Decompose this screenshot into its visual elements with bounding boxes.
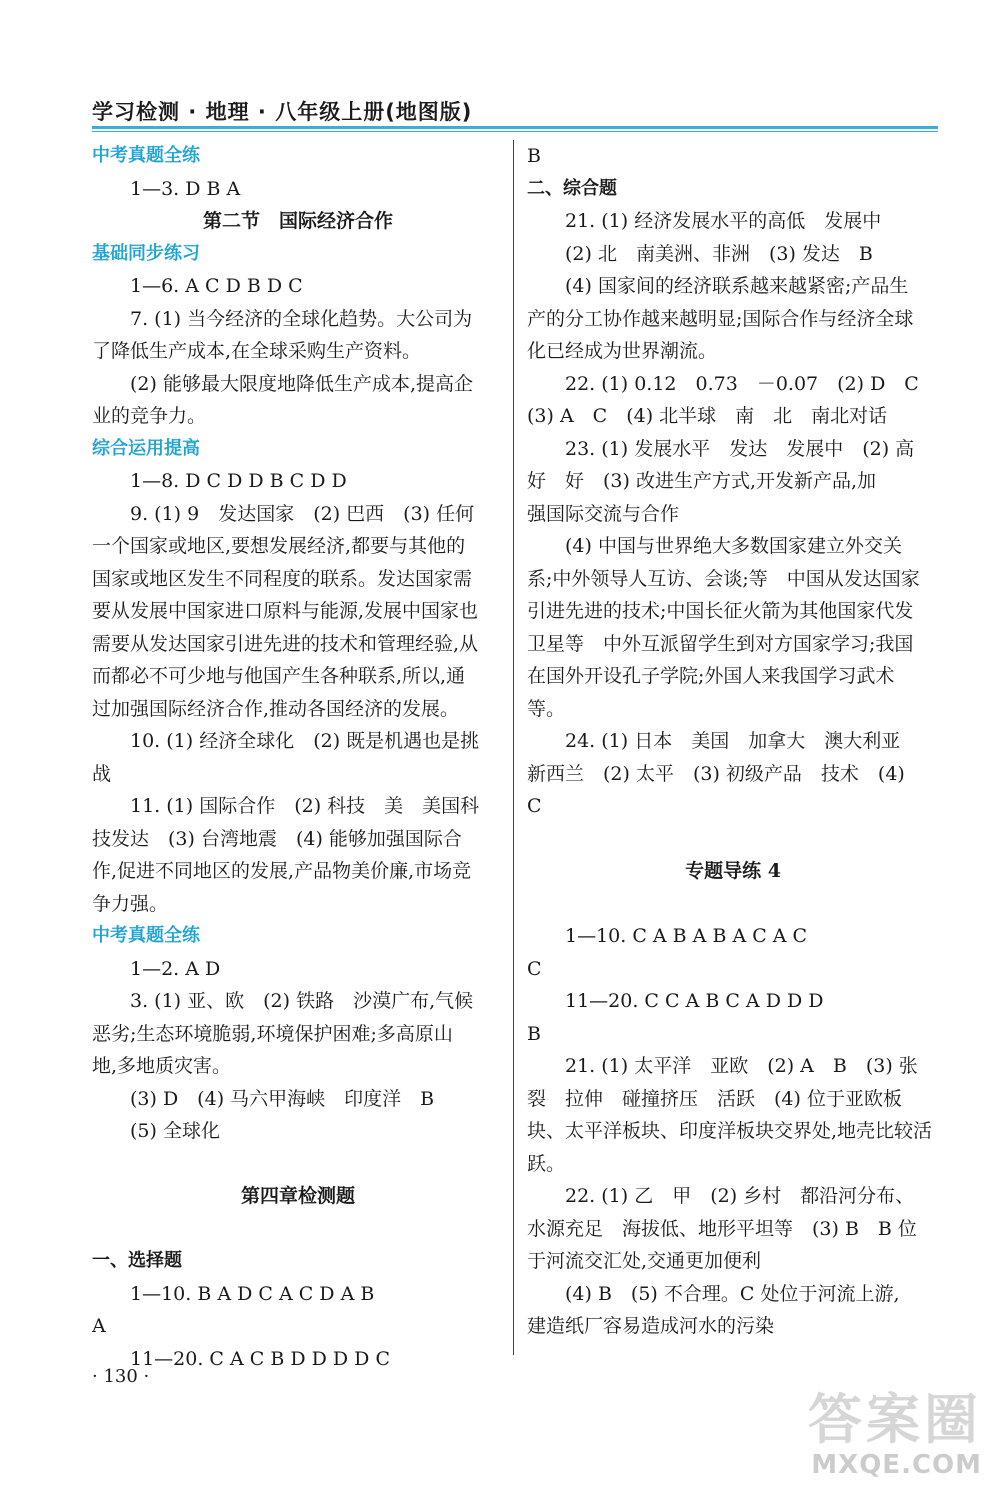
chapter-title: 专题导练 4	[685, 860, 781, 882]
spacer	[92, 1213, 504, 1246]
answer-line: 过加强国际经济合作,推动各国经济的发展。	[92, 697, 460, 720]
answer-line: 24. (1) 日本 美国 加拿大 澳大利亚	[565, 730, 901, 752]
answer-line: 23. (1) 发展水平 发达 发展中 (2) 高	[565, 437, 915, 460]
answer-line: C	[527, 957, 542, 980]
answer-line: 水源充足 海拔低、地形平坦等 (3) B B 位	[527, 1217, 917, 1240]
page-number: · 130 ·	[92, 1366, 150, 1387]
answer-line: 11. (1) 国际合作 (2) 科技 美 美国科	[130, 795, 480, 817]
answer-line: 22. (1) 0.12 0.73 －0.07 (2) D C	[565, 372, 919, 395]
header-rule-thin	[92, 131, 938, 132]
answer-line: 了降低生产成本,在全球采购生产资料。	[92, 340, 422, 362]
answer-line: 等。	[527, 697, 566, 720]
header-rule-thick	[92, 126, 938, 129]
answer-line: 引进先进的技术;中国长征火箭为其他国家代发	[527, 600, 914, 622]
answer-line: 建造纸厂容易造成河水的污染	[527, 1315, 775, 1337]
answer-line: 21. (1) 太平洋 亚欧 (2) A B (3) 张	[565, 1055, 918, 1077]
chapter-title: 第四章检测题	[240, 1185, 355, 1207]
answer-line: 产的分工协作越来越明显;国际合作与经济全球	[527, 307, 914, 330]
answer-line: (4) 国家间的经济联系越来越紧密;产品生	[565, 275, 909, 297]
answer-line: 业的竞争力。	[92, 405, 207, 427]
answer-line: 化已经成为世界潮流。	[527, 340, 718, 362]
answer-line: 22. (1) 乙 甲 (2) 乡村 都沿河分布、	[565, 1185, 915, 1207]
running-header: 学习检测 · 地理 · 八年级上册(地图版)	[92, 100, 473, 124]
column-divider	[513, 140, 514, 1355]
section-heading: 中考真题全练	[92, 145, 200, 166]
answer-line: (2) 北 南美洲、非洲 (3) 发达 B	[565, 242, 873, 265]
answer-line: C	[527, 795, 542, 817]
answer-line: (3) A C (4) 北半球 南 北 南北对话	[527, 405, 888, 427]
answer-line: (5) 全球化	[130, 1120, 220, 1142]
spacer	[92, 1148, 504, 1181]
subsection-heading: 一、选择题	[92, 1250, 182, 1271]
watermark-url: MXQE.COM	[811, 1450, 982, 1480]
answer-line: 技发达 (3) 台湾地震 (4) 能够加强国际合	[92, 827, 462, 850]
answer-line: 1—3. D B A	[130, 177, 241, 200]
answer-line: 11—20. C A C B D D D D C	[130, 1347, 390, 1370]
answer-line: 跃。	[527, 1152, 566, 1175]
answer-line: 作,促进不同地区的发展,产品物美价廉,市场竞	[92, 860, 472, 882]
answer-line: 强国际交流与合作	[527, 502, 680, 525]
answer-line: 10. (1) 经济全球化 (2) 既是机遇也是挑	[130, 730, 480, 752]
answer-line: (3) D (4) 马六甲海峡 印度洋 B	[130, 1087, 435, 1110]
answer-line: (4) B (5) 不合理。C 处位于河流上游,	[565, 1282, 900, 1305]
answer-line: 需要从发达国家引进先进的技术和管理经验,从	[92, 632, 479, 655]
answer-line: 国家或地区发生不同程度的联系。发达国家需	[92, 567, 473, 590]
answer-line: 一个国家或地区,要想发展经济,都要与其他的	[92, 535, 466, 557]
answer-line: 块、太平洋板块、印度洋板块交界处,地壳比较活	[527, 1120, 933, 1142]
answer-line: 1—10. B A D C A C D A B	[130, 1282, 375, 1305]
answer-line: 7. (1) 当今经济的全球化趋势。大公司为	[130, 307, 473, 330]
answer-line: B	[527, 1022, 541, 1045]
answer-line: 裂 拉伸 碰撞挤压 活跃 (4) 位于亚欧板	[527, 1087, 902, 1110]
answer-line: 11—20. C C A B C A D D D	[565, 990, 824, 1012]
left-column	[92, 140, 504, 1375]
answer-line: 争力强。	[92, 892, 169, 915]
watermark-logo	[808, 1390, 982, 1480]
section-heading: 综合运用提高	[92, 437, 200, 459]
spacer	[527, 888, 939, 921]
answer-line: 1—6. A C D B D C	[130, 275, 303, 297]
answer-line: 21. (1) 经济发展水平的高低 发展中	[565, 210, 882, 232]
spacer	[527, 823, 939, 856]
answer-line: 地,多地质灾害。	[92, 1055, 232, 1077]
answer-line: 1—10. C A B A B A C A C	[565, 925, 808, 947]
watermark-cn: 答案圈	[808, 1388, 982, 1451]
answer-line: 卫星等 中外互派留学生到对方国家学习;我国	[527, 632, 914, 655]
answer-line: 于河流交汇处,交通更加便利	[527, 1250, 762, 1272]
right-column	[527, 140, 939, 1343]
chapter-title: 第二节 国际经济合作	[202, 210, 393, 232]
answer-line: 要从发展中国家进口原料与能源,发展中国家也	[92, 600, 479, 622]
answer-line: 在国外开设孔子学院;外国人来我国学习武术	[527, 665, 895, 687]
answer-line: 恶劣;生态环境脆弱,环境保护困难;多高原山	[92, 1022, 453, 1045]
section-heading: 基础同步练习	[92, 242, 200, 264]
answer-line: 系;中外领导人互访、会谈;等 中国从发达国家	[527, 567, 920, 590]
answer-line: 战	[92, 762, 112, 785]
answer-line: 而都必不可少地与他国产生各种联系,所以,通	[92, 665, 466, 687]
answer-line: 新西兰 (2) 太平 (3) 初级产品 技术 (4)	[527, 762, 905, 785]
answer-line: (4) 中国与世界绝大多数国家建立外交关	[565, 535, 902, 557]
section-heading: 中考真题全练	[92, 925, 200, 946]
subsection-heading: 二、综合题	[527, 177, 617, 199]
answer-line: 好 好 (3) 改进生产方式,开发新产品,加	[527, 470, 877, 492]
answer-line: 3. (1) 亚、欧 (2) 铁路 沙漠广布,气候	[130, 990, 474, 1012]
answer-line: 1—2. A D	[130, 957, 221, 980]
answer-line: A	[92, 1315, 106, 1337]
answer-line: 1—8. D C D D B C D D	[130, 470, 347, 492]
answer-line: 9. (1) 9 发达国家 (2) 巴西 (3) 任何	[130, 502, 475, 525]
answer-line: B	[527, 145, 541, 167]
answer-line: (2) 能够最大限度地降低生产成本,提高企	[130, 372, 473, 395]
